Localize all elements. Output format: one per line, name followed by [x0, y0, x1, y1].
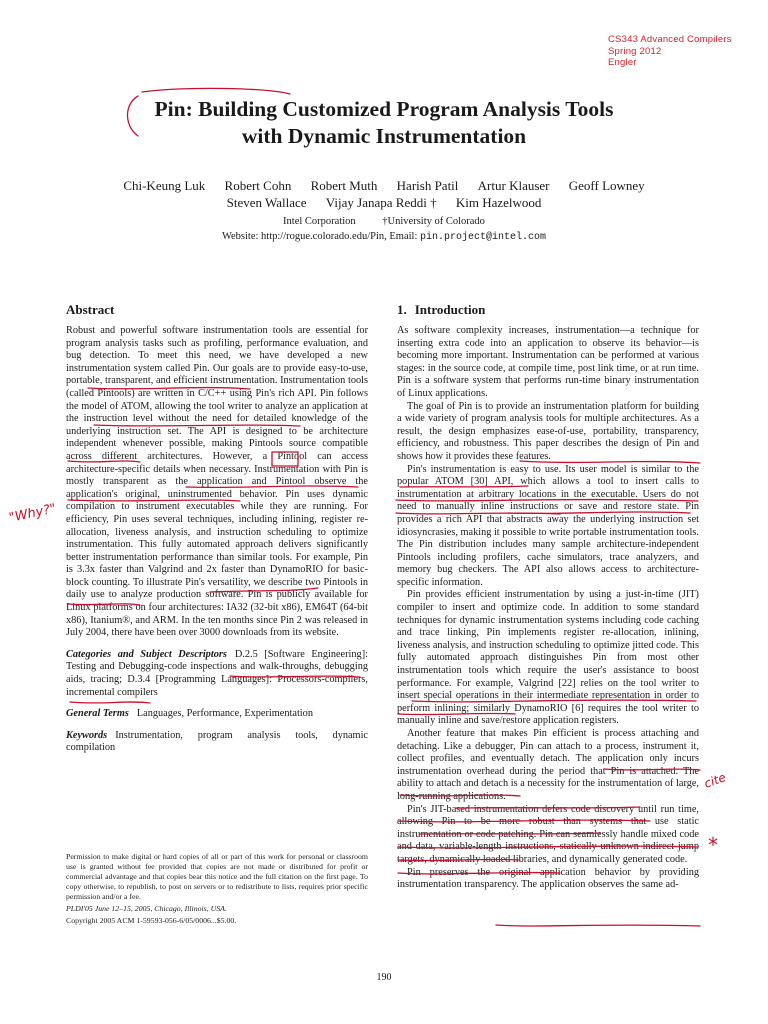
venue-line: PLDI'05 June 12–15, 2005, Chicago, Illinois, USA. — [66, 904, 227, 913]
left-column — [66, 302, 368, 755]
author-list — [100, 177, 668, 211]
introduction-heading — [397, 302, 699, 318]
paper-title — [120, 96, 648, 150]
section-number: 1. — [397, 302, 407, 317]
section-title: Introduction — [414, 302, 486, 317]
affiliation: Intel Corporation — [283, 216, 356, 227]
author-name: Geoff Lowney — [568, 178, 645, 193]
website-text: Website: http://rogue.colorado.edu/Pin, Email: — [221, 231, 420, 242]
permission-notice — [66, 852, 368, 926]
keywords-text: Instrumentation, program analysis tools, dynamic compilation — [66, 729, 368, 754]
general-terms-text: Languages, Performance, Experimentation — [136, 708, 313, 720]
title-line-2: with Dynamic Instrumentation — [241, 124, 527, 148]
author-name: Robert Muth — [310, 178, 378, 193]
categories-block — [66, 649, 368, 699]
general-terms-block — [66, 708, 368, 721]
ink-note-cite: cite — [702, 770, 728, 791]
intro-paragraph: As software complexity increases, instrumentation—a technique for inserting extra code into an application to observe its behavior—is becoming more important. Instrumentation can be performed at various stages: in the source code, at compile time, post link time, or at run time. Pin is a software system that performs run-time binary instrumentation of Linux applications. — [397, 325, 699, 399]
contact-line — [100, 230, 668, 245]
author-name: Chi-Keung Luk — [123, 178, 206, 193]
intro-paragraph: Pin's instrumentation is easy to use. Its user model is similar to the popular ATOM [30] API, which allows a tool to insert calls to instrumentation at arbitrary locations in the executable. Users do not need to manually inline instructions or save and restore state. Pin provides a rich API that abstracts away the underlying instruction set idiosyncrasies, making it possible to write portable instrumentation tools. The Pin distribution includes many sample architecture-independent Pintools including profilers, cache simulators, trace analyzers, and memory bug checkers. The API also allows access to architecture-specific information. — [397, 463, 699, 588]
intro-paragraph: The goal of Pin is to provide an instrumentation platform for building a wide variety of program analysis tools for multiple architectures. As a result, the design emphasizes ease-of-use, portability, transparency, efficiency, and robustness. This paper describes the design of Pin and shows how it provides these features. — [397, 400, 699, 462]
intro-paragraph: Pin preserves the original application behavior by providing instrumentation transparency. The application observes the same ad- — [397, 866, 699, 891]
intro-paragraph: Pin provides efficient instrumentation by using a just-in-time (JIT) compiler to insert and optimize code. In addition to some standard techniques for dynamic instrumentation systems including code caching and trace linking, Pin implements register re-allocation, inlining, liveness analysis, and instruction scheduling to optimize jitted code. This fully automated approach distinguishes Pin from most other instrumentation tools which require the user's assistance to boost performance. For example, Valgrind [22] relies on the tool writer to insert special operations in their intermediate representation in order to perform inlining; similarly DynamoRIO [6] requires the tool writer to manually inline and save/restore application registers. — [397, 589, 699, 727]
course-stamp-line: Spring 2012 — [608, 45, 662, 57]
author-name: Robert Cohn — [224, 178, 292, 193]
author-name: Vijay Janapa Reddi † — [325, 195, 437, 210]
author-name: Artur Klauser — [477, 178, 550, 193]
abstract-text: Robust and powerful software instrumentation tools are essential for program analysis tasks such as profiling, performance evaluation, and bug detection. To meet this need, we have developed a new instrumentation system called Pin. Our goals are to provide easy-to-use, portable, transparent, and efficient instrumentation. Instrumentation tools (called Pintools) are written in C/C++ using Pin's rich API. Pin follows the model of ATOM, allowing the tool writer to analyze an application at the instruction level without the need for detailed knowledge of the underlying instruction set. The API is designed to be architecture independent whenever possible, making Pintools source compatible across different architectures. However, a Pintool can access architecture-specific details when necessary. Instrumentation with Pin is mostly transparent as the application and Pintool observe the application's original, uninstrumented behavior. Pin uses dynamic compilation to instrument executables while they are running. For efficiency, Pin uses several techniques, including inlining, register re-allocation, liveness analysis, and instruction scheduling to optimize instrumentation. This fully automated approach delivers significantly better instrumentation performance than similar tools. For example, Pin is 3.3x faster than Valgrind and 2x faster than DynamoRIO for basic-block counting. To illustrate Pin's versatility, we describe two Pintools in daily use to analyze production software. Pin is publicly available for Linux platforms on four architectures: IA32 (32-bit x86), EM64T (64-bit x86), Itanium®, and ARM. In the ten months since Pin 2 was released in July 2004, there have been over 3000 downloads from its website. — [66, 325, 368, 639]
author-row-1 — [100, 177, 668, 194]
permission-text: Permission to make digital or hard copies of all or part of this work for personal or classroom use is granted without fee provided that copies are not made or distributed for profit or commercial advantage and that copies bear this notice and the full citation on the first page. To copy otherwise, to republish, to post on servers or to redistribute to lists, requires prior specific permission and/or a fee. — [66, 852, 368, 901]
ink-title-circle — [142, 88, 290, 94]
ink-underline — [496, 925, 700, 926]
email-address: pin.project@intel.com — [420, 232, 547, 243]
copyright-line: Copyright 2005 ACM 1-59593-056-6/05/0006...$5.00. — [66, 916, 237, 925]
categories-label: Categories and Subject Descriptors — [66, 648, 227, 660]
author-name: Harish Patil — [396, 178, 459, 193]
ink-note-why: "Why?" — [7, 501, 58, 526]
general-terms-label: General Terms — [66, 708, 129, 720]
categories-text: D.2.5 [Software Engineering]: Testing and Debugging-code inspections and walk-throughs, debugging aids, tracing; D.3.4 [Programming Languages]: Processors-compilers, incremental compilers — [66, 648, 368, 698]
course-stamp — [608, 34, 768, 69]
course-stamp-line: CS343 Advanced Compilers — [608, 34, 732, 45]
intro-paragraph: Pin's JIT-based instrumentation defers code discovery until run time, allowing Pin to be more robust than systems that use static instrumentation or code patching. Pin can seamlessly handle mixed code and data, variable-length instructions, statically unknown indirect jump targets, dynamically loaded libraries, and dynamically generated code. — [397, 803, 699, 865]
author-name: Steven Wallace — [226, 195, 307, 210]
affiliations — [100, 215, 668, 229]
course-stamp-line: Engler — [608, 57, 637, 68]
intro-paragraph: Another feature that makes Pin efficient is process attaching and detaching. Like a debugger, Pin can attach to a process, instrument it, collect profiles, and eventually detach. The application only incurs instrumentation overhead during the period that Pin is attached. The ability to attach and detach is a necessity for the instrumentation of large, long-running applications. — [397, 728, 699, 802]
page-number: 190 — [376, 972, 392, 983]
keywords-label: Keywords — [66, 729, 108, 741]
abstract-heading: Abstract — [66, 302, 115, 317]
title-line-1: Pin: Building Customized Program Analysis Tools — [154, 97, 614, 121]
author-row-2 — [100, 194, 668, 211]
keywords-block — [66, 730, 368, 755]
affiliation: †University of Colorado — [382, 216, 485, 227]
author-name: Kim Hazelwood — [455, 195, 542, 210]
ink-note-star: * — [708, 833, 718, 857]
right-column — [397, 302, 699, 892]
